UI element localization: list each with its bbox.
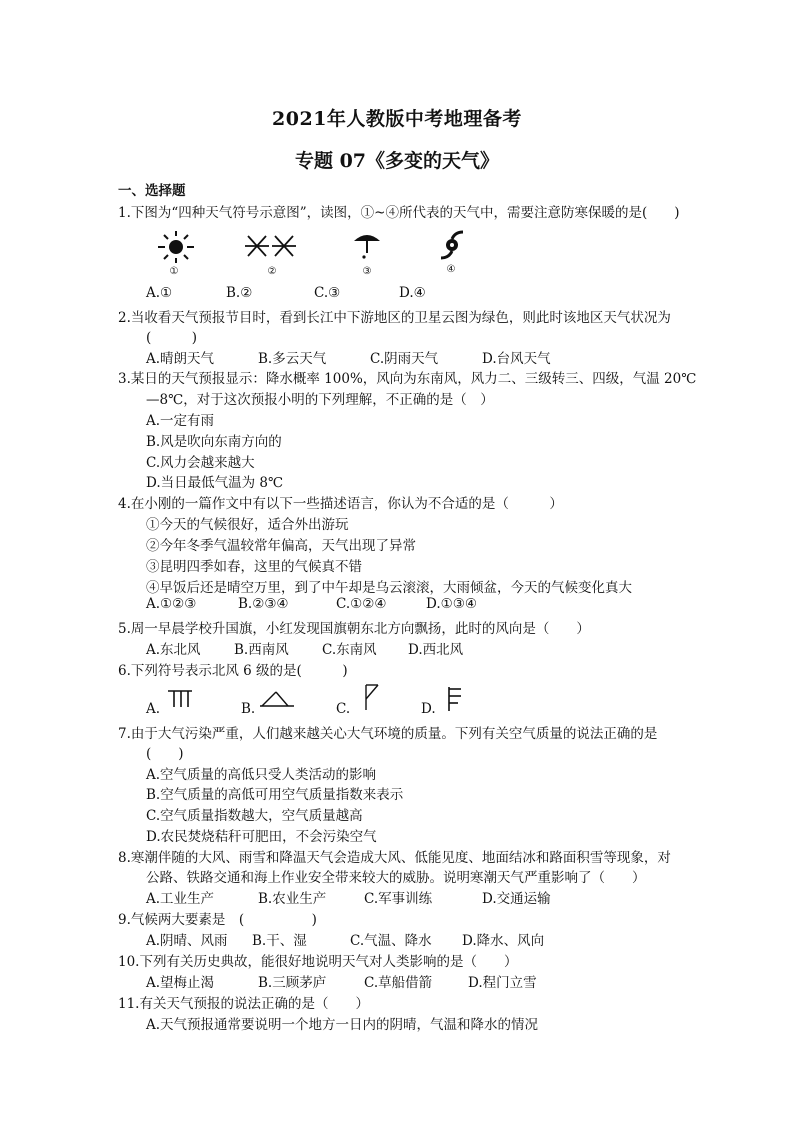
question-7-blank: ( ) xyxy=(146,746,184,762)
option-a[interactable]: A.① xyxy=(146,285,173,301)
symbol-label-2: ② xyxy=(267,266,277,277)
option-c[interactable]: C.军事训练 xyxy=(364,891,433,907)
option-a[interactable]: A.空气质量的高低只受人类活动的影响 xyxy=(146,767,377,783)
section-heading: 一、选择题 xyxy=(118,183,186,199)
option-c[interactable]: C.③ xyxy=(314,285,341,301)
wind-symbol-d-icon xyxy=(447,686,463,716)
page-subtitle: 专题 07《多变的天气》 xyxy=(294,150,500,172)
snow-icon xyxy=(245,233,297,263)
wind-symbol-a-icon xyxy=(168,689,192,713)
option-a[interactable]: A. xyxy=(146,701,161,717)
question-8-cont: 公路、铁路交通和海上作业安全带来较大的威胁。说明寒潮天气严重影响了（ ） xyxy=(146,870,646,886)
option-d[interactable]: D.当日最低气温为 8℃ xyxy=(146,475,284,491)
option-b[interactable]: B. xyxy=(241,701,256,717)
wind-symbol-c-icon xyxy=(364,683,382,715)
option-a[interactable]: A.①②③ xyxy=(146,596,197,612)
statement-4: ④早饭后还是晴空万里，到了中午却是乌云滚滚，大雨倾盆，今天的气候变化真大 xyxy=(146,580,632,596)
question-9: 9.气候两大要素是 ( ) xyxy=(118,912,317,928)
question-10: 10.下列有关历史典故，能很好地说明天气对人类影响的是（ ） xyxy=(118,954,518,970)
option-b[interactable]: B.空气质量的高低可用空气质量指数来表示 xyxy=(146,787,404,803)
statement-1: ①今天的气候很好，适合外出游玩 xyxy=(146,517,349,533)
option-a[interactable]: A.望梅止渴 xyxy=(146,975,215,991)
symbol-label-3: ③ xyxy=(362,266,372,277)
option-c[interactable]: C. xyxy=(336,701,351,717)
question-1: 1.下图为“四种天气符号示意图”，读图，①~④所代表的天气中，需要注意防寒保暖的是( ) xyxy=(118,205,680,221)
option-d[interactable]: D.西北风 xyxy=(408,642,464,658)
option-c[interactable]: C.风力会越来越大 xyxy=(146,455,255,471)
option-c[interactable]: C.阴雨天气 xyxy=(370,351,439,367)
option-c[interactable]: C.空气质量指数越大，空气质量越高 xyxy=(146,808,363,824)
option-a[interactable]: A.阴晴、风雨 xyxy=(146,933,228,949)
question-3-cont: —8℃，对于这次预报小明的下列理解，不正确的是（ ） xyxy=(146,392,494,408)
option-c[interactable]: C.气温、降水 xyxy=(350,933,432,949)
sun-icon xyxy=(158,231,194,267)
option-d[interactable]: D.台风天气 xyxy=(482,351,551,367)
option-a[interactable]: A.天气预报通常要说明一个地方一日内的阴晴，气温和降水的情况 xyxy=(146,1017,539,1033)
statement-3: ③昆明四季如春，这里的气候真不错 xyxy=(146,559,362,575)
question-3: 3.某日的天气预报显示：降水概率 100%，风向为东南风，风力二、三级转三、四级，气温 20℃ xyxy=(118,371,697,387)
question-4: 4.在小刚的一篇作文中有以下一些描述语言，你认为不合适的是（ ） xyxy=(118,496,563,512)
page-title: 2021年人教版中考地理备考 xyxy=(272,108,522,130)
question-8: 8.寒潮伴随的大风、雨雪和降温天气会造成大风、低能见度、地面结冰和路面积雪等现象，对 xyxy=(118,850,671,866)
option-b[interactable]: B.西南风 xyxy=(234,642,289,658)
question-6: 6.下列符号表示北风 6 级的是( ) xyxy=(118,663,348,679)
option-d[interactable]: D.交通运输 xyxy=(482,891,551,907)
typhoon-icon xyxy=(439,230,465,264)
option-d[interactable]: D. xyxy=(421,701,436,717)
option-a[interactable]: A.晴朗天气 xyxy=(146,351,215,367)
option-b[interactable]: B.风是吹向东南方向的 xyxy=(146,434,282,450)
option-a[interactable]: A.工业生产 xyxy=(146,891,215,907)
question-11: 11.有关天气预报的说法正确的是（ ） xyxy=(118,996,369,1012)
rain-icon xyxy=(352,231,382,265)
question-2-blank: ( ) xyxy=(146,330,198,346)
option-c[interactable]: C.东南风 xyxy=(322,642,377,658)
option-d[interactable]: D.①③④ xyxy=(426,596,477,612)
question-5: 5.周一早晨学校升国旗，小红发现国旗朝东北方向飘扬，此时的风向是（ ） xyxy=(118,621,590,637)
option-a[interactable]: A.东北风 xyxy=(146,642,201,658)
option-b[interactable]: B.农业生产 xyxy=(258,891,327,907)
option-c[interactable]: C.①②④ xyxy=(336,596,387,612)
option-c[interactable]: C.草船借箭 xyxy=(364,975,433,991)
option-b[interactable]: B.② xyxy=(226,285,253,301)
symbol-label-4: ④ xyxy=(446,264,456,275)
symbol-label-1: ① xyxy=(169,266,179,277)
option-d[interactable]: D.降水、风向 xyxy=(462,933,545,949)
option-d[interactable]: D.农民焚烧秸秆可肥田，不会污染空气 xyxy=(146,829,377,845)
question-2: 2.当收看天气预报节目时，看到长江中下游地区的卫星云图为绿色，则此时该地区天气状况为 xyxy=(118,310,671,326)
question-7: 7.由于大气污染严重，人们越来越关心大气环境的质量。下列有关空气质量的说法正确的是 xyxy=(118,726,658,742)
option-d[interactable]: D.程门立雪 xyxy=(468,975,537,991)
option-b[interactable]: B.干、湿 xyxy=(252,933,307,949)
option-d[interactable]: D.④ xyxy=(399,285,426,301)
option-b[interactable]: B.②③④ xyxy=(238,596,289,612)
option-a[interactable]: A.一定有雨 xyxy=(146,413,215,429)
option-b[interactable]: B.三顾茅庐 xyxy=(258,975,327,991)
wind-symbol-b-icon xyxy=(260,690,294,712)
option-b[interactable]: B.多云天气 xyxy=(258,351,327,367)
statement-2: ②今年冬季气温较常年偏高，天气出现了异常 xyxy=(146,538,416,554)
